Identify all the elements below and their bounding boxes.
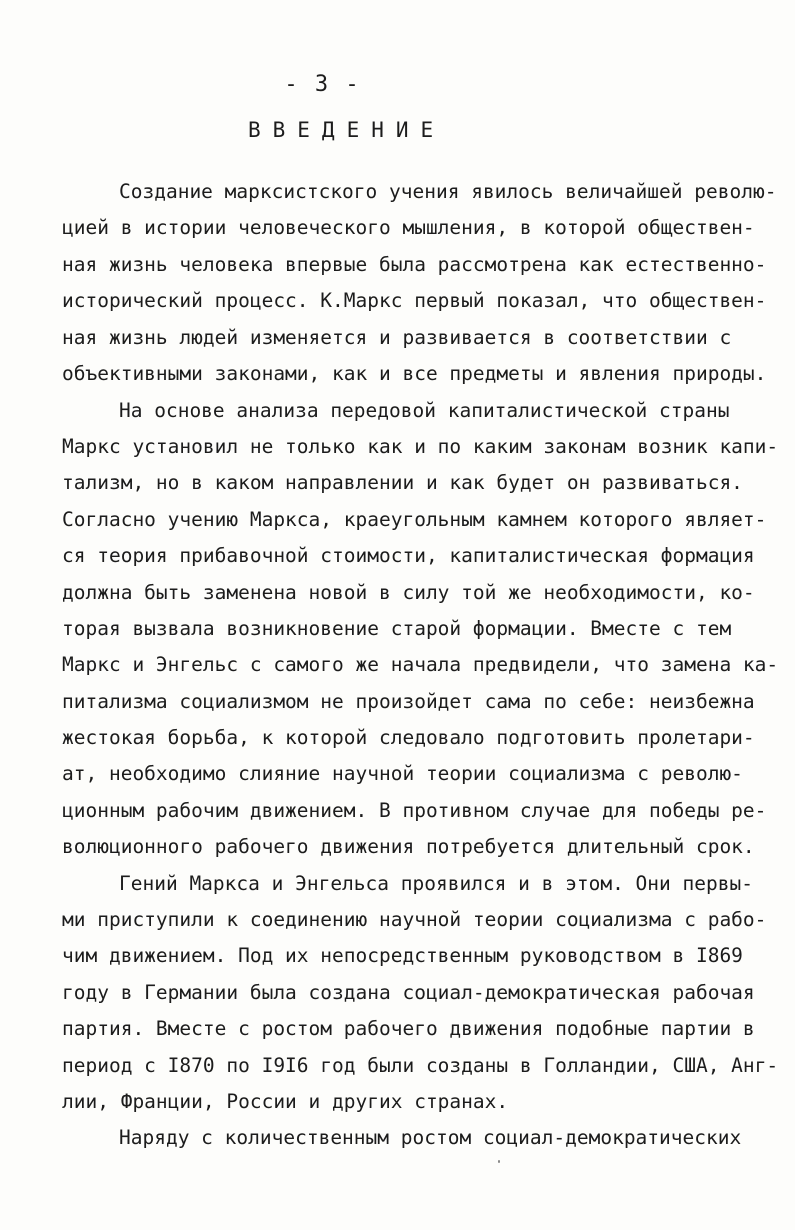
text-line: Создание марксистского учения явилось величайшей револю- [119, 180, 777, 203]
text-line: должна быть заменена новой в силу той же необходимости, ко- [62, 581, 755, 604]
text-line: Наряду с количественным ростом социал-демократических [119, 1126, 742, 1149]
text-line: исторический процесс. К.Маркс первый показал, что обществен- [62, 289, 767, 312]
text-line: торая вызвала возникновение старой формации. Вместе с тем [62, 617, 732, 640]
paper-speck [498, 1160, 500, 1163]
text-line: волюционного рабочего движения потребуется длительный срок. [62, 835, 755, 858]
text-line: цией в истории человеческого мышления, в которой обществен- [62, 216, 755, 239]
text-line: объективными законами, как и все предметы и явления природы. [62, 362, 767, 385]
text-line: жестокая борьба, к которой следовало подготовить пролетари- [62, 726, 755, 749]
text-line: Маркс установил не только как и по каким законам возник капи- [62, 435, 779, 458]
text-line: период с I870 по I9I6 год были созданы в Голландии, США, Анг- [62, 1054, 779, 1077]
text-line: году в Германии была создана социал-демократическая рабочая [62, 981, 755, 1004]
text-line: На основе анализа передовой капиталистической страны [119, 399, 730, 422]
text-line: Гений Маркса и Энгельса проявился и в этом. Они первы- [119, 872, 753, 895]
text-line: ная жизнь человека впервые была рассмотрена как естественно- [62, 253, 767, 276]
text-line: питализма социализмом не произойдет сама по себе: неизбежна [62, 690, 755, 713]
text-line: тализм, но в каком направлении и как будет он развиваться. [62, 471, 743, 494]
section-heading: ВВЕДЕНИЕ [248, 118, 446, 142]
text-line: Маркс и Энгельс с самого же начала предвидели, что замена ка- [62, 653, 779, 676]
text-line: чим движением. Под их непосредственным руководством в I869 [62, 944, 743, 967]
text-line: ная жизнь людей изменяется и развивается в соответствии с [62, 326, 732, 349]
text-line: Согласно учению Маркса, краеугольным камнем которого являет- [62, 508, 767, 531]
text-line: ся теория прибавочной стоимости, капиталистическая формация [62, 544, 755, 567]
page-number: - 3 - [284, 72, 361, 97]
text-line: ционным рабочим движением. В противном случае для победы ре- [62, 799, 767, 822]
text-line: ми приступили к соединению научной теории социализма с рабо- [62, 908, 767, 931]
text-line: партия. Вместе с ростом рабочего движения подобные партии в [62, 1017, 755, 1040]
text-line: ат, необходимо слияние научной теории социализма с револю- [62, 762, 743, 785]
text-line: лии, Франции, России и других странах. [62, 1090, 509, 1113]
